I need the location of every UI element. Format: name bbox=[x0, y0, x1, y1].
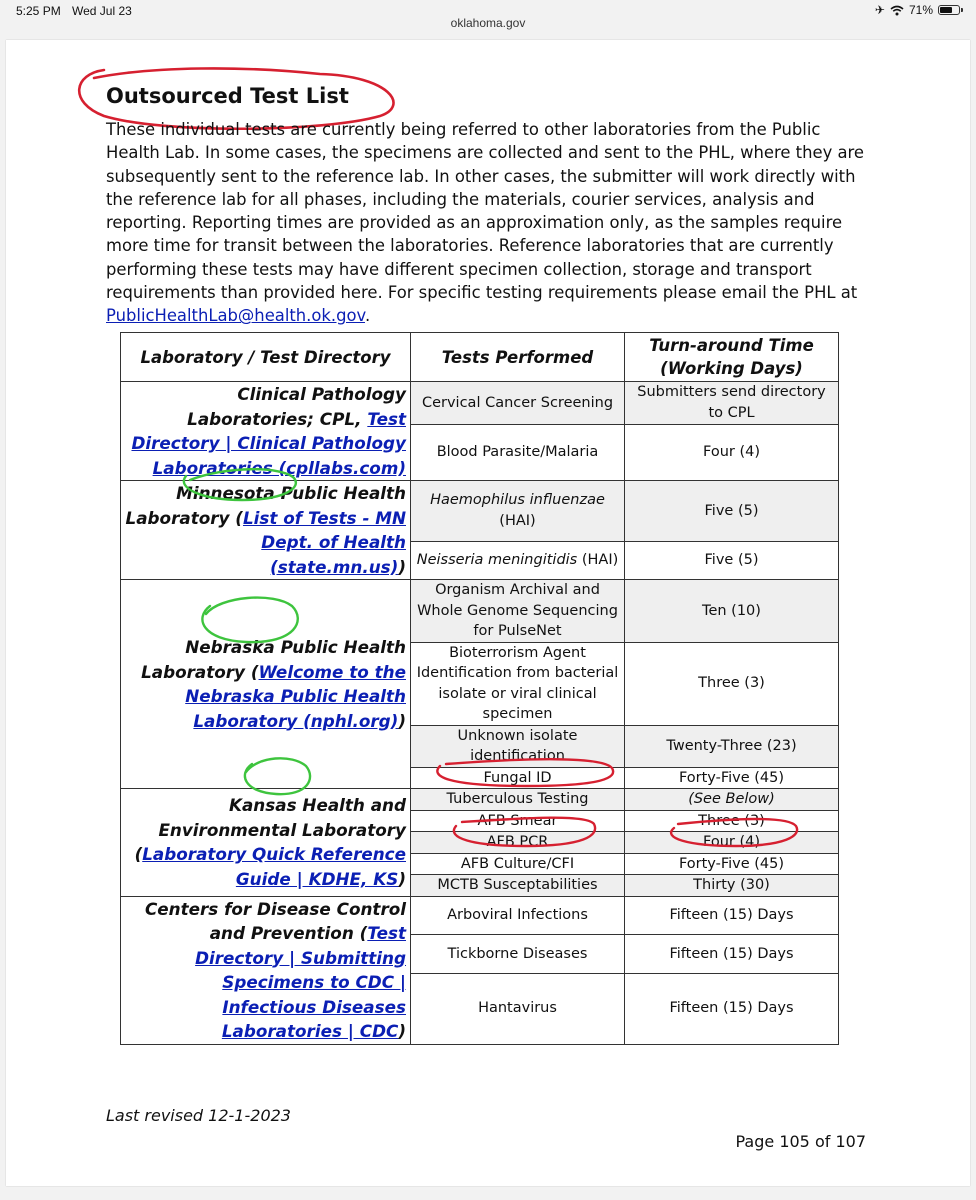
lab-name: Kansas Health and Environmental Laboratory ( bbox=[134, 795, 406, 865]
table-row bbox=[121, 580, 839, 643]
lab-cell-nebraska bbox=[121, 580, 411, 789]
test-cell: Hantavirus bbox=[411, 973, 625, 1044]
status-date: Wed Jul 23 bbox=[72, 4, 132, 18]
tat-cell: (See Below) bbox=[625, 789, 839, 811]
test-cell bbox=[411, 481, 625, 542]
battery-icon bbox=[938, 5, 960, 15]
intro-end: . bbox=[364, 306, 371, 326]
airplane-icon: ✈ bbox=[874, 3, 885, 17]
lab-name-suffix: ) bbox=[398, 710, 406, 731]
tat-cell: Five (5) bbox=[625, 481, 839, 542]
wifi-icon bbox=[890, 5, 904, 16]
lab-cell-cpl bbox=[121, 382, 411, 481]
tat-cell: Three (3) bbox=[625, 642, 839, 725]
table-row bbox=[121, 789, 839, 811]
tat-cell: Twenty-Three (23) bbox=[625, 725, 839, 767]
status-indicators bbox=[875, 3, 960, 17]
test-cell: Blood Parasite/Malaria bbox=[411, 424, 625, 480]
test-cell: Arboviral Infections bbox=[411, 896, 625, 935]
table-row bbox=[121, 481, 839, 542]
test-cell: Organism Archival and Whole Genome Sequencing for PulseNet bbox=[411, 580, 625, 643]
test-cell: Unknown isolate identification bbox=[411, 725, 625, 767]
test-suffix: (HAI) bbox=[577, 552, 619, 569]
table-header-row bbox=[121, 333, 839, 382]
tat-cell: Fifteen (15) Days bbox=[625, 973, 839, 1044]
lab-name: Minnesota Public Health Laboratory ( bbox=[125, 483, 406, 528]
document-page bbox=[6, 40, 970, 1186]
lab-name-suffix: ) bbox=[398, 868, 406, 889]
lab-directory-link[interactable]: List of Tests - MN Dept. of Health (state.mn.us) bbox=[242, 507, 406, 577]
tat-cell: Four (4) bbox=[625, 424, 839, 480]
test-cell: AFB Culture/CFI bbox=[411, 853, 625, 875]
battery-fill bbox=[940, 7, 952, 13]
test-cell: Tickborne Diseases bbox=[411, 935, 625, 974]
lab-cell-kansas bbox=[121, 789, 411, 897]
tat-cell: Forty-Five (45) bbox=[625, 853, 839, 875]
tat-cell: Ten (10) bbox=[625, 580, 839, 643]
intro-paragraph bbox=[106, 118, 876, 328]
phl-email-link[interactable]: PublicHealthLab@health.ok.gov bbox=[106, 306, 365, 326]
intro-text: These individual tests are currently being referred to other laboratories from the Public Health Lab. In some cases, the specimens are collected and sent to the PHL, where they are subsequently sent to the reference lab. In other cases, the submitter will work directly with the reference lab for all phases, including the materials, courier services, analysis and reporting. Reporting times are provided as an approximation only, as the samples require more time for transit between the laboratories. Reference laboratories that are currently performing these tests may have different specimen collection, storage and transport requirements than provided here. For specific testing requirements please email the PHL at bbox=[106, 120, 865, 303]
url-bar[interactable]: oklahoma.gov bbox=[450, 16, 526, 30]
test-cell: MCTB Susceptabilities bbox=[411, 875, 625, 897]
page-number: Page 105 of 107 bbox=[735, 1132, 866, 1151]
table-row bbox=[121, 382, 839, 425]
tat-cell: Five (5) bbox=[625, 541, 839, 579]
test-cell: AFB Smear bbox=[411, 810, 625, 832]
lab-name: Clinical Pathology Laboratories; CPL, bbox=[187, 384, 406, 429]
status-time: 5:25 PM bbox=[16, 4, 61, 18]
lab-name: Nebraska Public Health Laboratory ( bbox=[141, 637, 406, 682]
lab-directory-link[interactable]: Welcome to the Nebraska Public Health Laboratory (nphl.org) bbox=[185, 661, 406, 731]
lab-directory-link[interactable]: Test Directory | Clinical Pathology Laboratories (cpllabs.com) bbox=[131, 408, 406, 478]
lab-cell-minnesota bbox=[121, 481, 411, 580]
lab-name-suffix: ) bbox=[398, 556, 406, 577]
test-cell: Tuberculous Testing bbox=[411, 789, 625, 811]
test-suffix: (HAI) bbox=[499, 512, 536, 529]
page-title: Outsourced Test List bbox=[106, 84, 349, 108]
lab-directory-link[interactable]: Test Directory | Submitting Specimens to CDC | Infectious Diseases Laboratories | CDC bbox=[195, 923, 406, 1041]
tat-cell: Fifteen (15) Days bbox=[625, 935, 839, 974]
battery-percent: 71% bbox=[908, 3, 933, 17]
outsourced-tests-table bbox=[120, 332, 839, 1045]
lab-directory-link[interactable]: Laboratory Quick Reference Guide | KDHE, KS bbox=[142, 844, 406, 889]
tat-cell: Four (4) bbox=[625, 832, 839, 854]
test-cell: Cervical Cancer Screening bbox=[411, 382, 625, 425]
tat-cell: Fifteen (15) Days bbox=[625, 896, 839, 935]
organism-name: Haemophilus influenzae bbox=[430, 492, 605, 509]
test-cell: Fungal ID bbox=[411, 767, 625, 789]
organism-name: Neisseria meningitidis bbox=[416, 552, 578, 569]
table-row bbox=[121, 896, 839, 935]
tat-cell: Three (3) bbox=[625, 810, 839, 832]
header-lab: Laboratory / Test Directory bbox=[121, 333, 411, 382]
test-cell: Bioterrorism Agent Identification from bacterial isolate or viral clinical specimen bbox=[411, 642, 625, 725]
header-tests: Tests Performed bbox=[411, 333, 625, 382]
test-cell bbox=[411, 541, 625, 579]
tat-cell: Submitters send directory to CPL bbox=[625, 382, 839, 425]
lab-name: Centers for Disease Control and Prevention ( bbox=[144, 898, 406, 943]
tat-cell: Thirty (30) bbox=[625, 875, 839, 897]
tat-cell: Forty-Five (45) bbox=[625, 767, 839, 789]
lab-cell-cdc bbox=[121, 896, 411, 1044]
test-cell: AFB PCR bbox=[411, 832, 625, 854]
last-revised: Last revised 12-1-2023 bbox=[106, 1106, 291, 1125]
header-tat: Turn-around Time (Working Days) bbox=[625, 333, 839, 382]
lab-name-suffix: ) bbox=[398, 1021, 406, 1041]
